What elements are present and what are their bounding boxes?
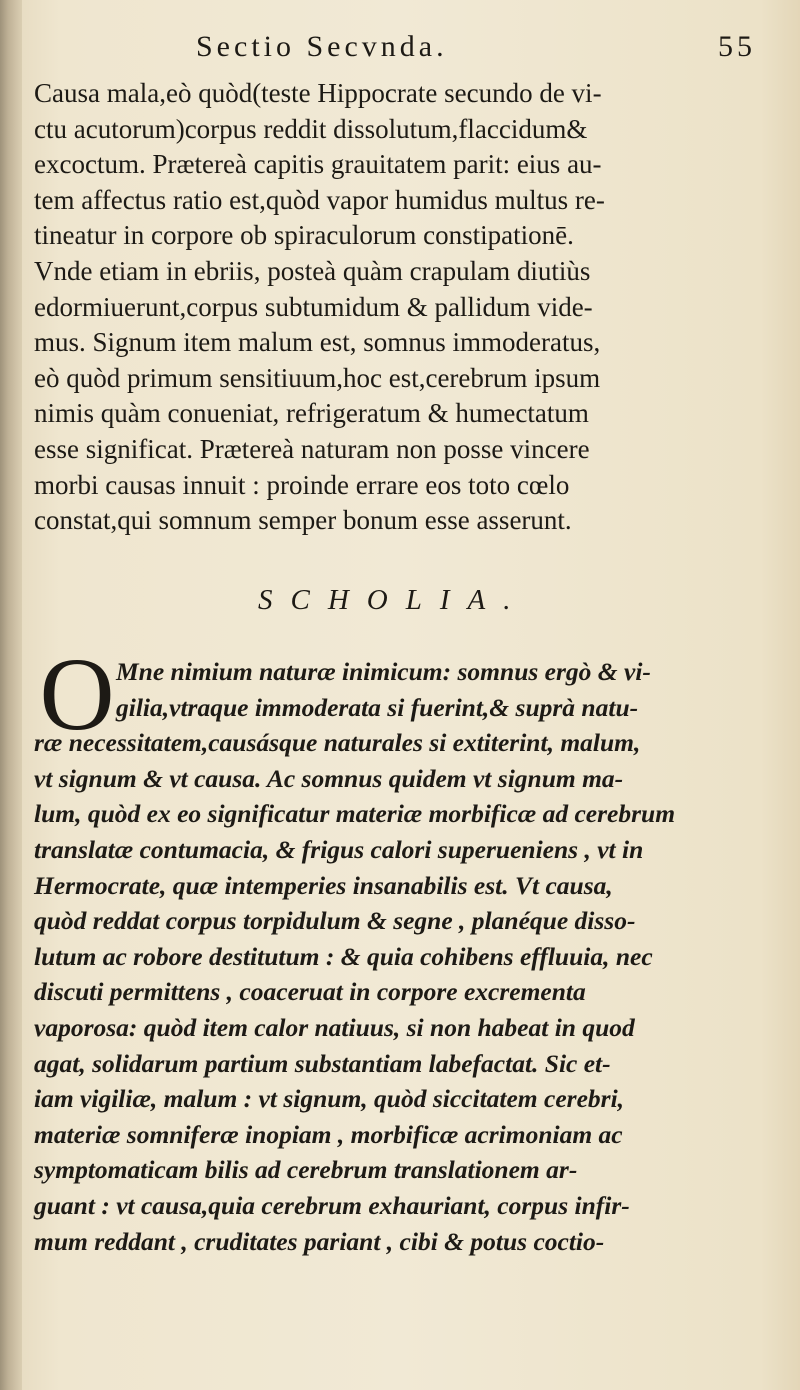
scholia-line: mum reddant , cruditates pariant , cibi & potus coctio-: [34, 1226, 605, 1256]
scholia-text-block: [34, 654, 774, 1259]
page-number: 55: [718, 30, 756, 63]
running-title: Sectio Secvnda.: [196, 30, 448, 63]
scholia-line: guant : vt causa,quia cerebrum exhauriant, corpus infir-: [34, 1190, 630, 1220]
text-line: tem affectus ratio est,quòd vapor humidus multus re-: [34, 184, 605, 215]
text-line: ctu acutorum)corpus reddit dissolutum,flaccidum&: [34, 113, 588, 144]
scholia-line: iam vigiliæ, malum : vt signum, quòd siccitatem cerebri,: [34, 1084, 625, 1114]
scholia-line: Mne nimium naturæ inimicum: somnus ergò & vi-: [116, 657, 651, 686]
scholia-line: vaporosa: quòd item calor natiuus, si non habeat in quod: [34, 1012, 635, 1042]
text-line: morbi causas innuit : proinde errare eos toto cœlo: [34, 469, 570, 500]
text-line: edormiuerunt,corpus subtumidum & pallidum vide-: [34, 291, 593, 322]
scholia-line: lum, quòd ex eo significatur materiæ morbificæ ad cerebrum: [34, 799, 676, 829]
main-text-block: [34, 76, 776, 539]
text-line: mus. Signum item malum est, somnus immoderatus,: [34, 327, 601, 358]
scholia-line: materiæ somniferæ inopiam , morbificæ acrimoniam ac: [34, 1119, 623, 1149]
scholia-line: agat, solidarum partium substantiam labefactat. Sic et-: [34, 1048, 611, 1078]
scholia-line: lutum ac robore destitutum : & quia cohibens effluuia, nec: [34, 941, 653, 971]
running-header: [196, 28, 756, 68]
scholia-line: Hermocrate, quæ intemperies insanabilis est. Vt causa,: [34, 870, 613, 900]
text-line: Causa mala,eò quòd(teste Hippocrate secundo de vi-: [34, 78, 602, 108]
text-line: nimis quàm conueniat, refrigeratum & humectatum: [34, 398, 589, 429]
text-line: eò quòd primum sensitiuum,hoc est,cerebrum ipsum: [34, 362, 601, 393]
text-line: constat,qui somnum semper bonum esse asserunt.: [34, 505, 572, 536]
scholia-line: symptomaticam bilis ad cerebrum translationem ar-: [34, 1155, 578, 1185]
scholia-line: ræ necessitatem,causásque naturales si extiterint, malum,: [34, 728, 641, 758]
page-gutter: [0, 0, 22, 1390]
scholia-line: gilia,vtraque immoderata si fuerint,& suprà natu-: [116, 692, 639, 722]
scholia-heading: SCHOLIA.: [258, 584, 529, 616]
drop-capital: O: [39, 637, 115, 752]
scholia-line: vt signum & vt causa. Ac somnus quidem vt signum ma-: [34, 763, 624, 793]
scholia-line: discuti permittens , coaceruat in corpore excrementa: [34, 977, 586, 1007]
text-line: Vnde etiam in ebriis, posteà quàm crapulam diutiùs: [34, 255, 591, 286]
text-line: tineatur in corpore ob spiraculorum constipationē.: [34, 220, 574, 251]
text-line: esse significat. Prætereà naturam non posse vincere: [34, 433, 590, 464]
scholia-line: quòd reddat corpus torpidulum & segne , planéque disso-: [34, 906, 636, 936]
scholia-line: translatæ contumacia, & frigus calori superueniens , vt in: [34, 834, 644, 864]
text-line: excoctum. Prætereà capitis grauitatem parit: eius au-: [34, 149, 602, 180]
